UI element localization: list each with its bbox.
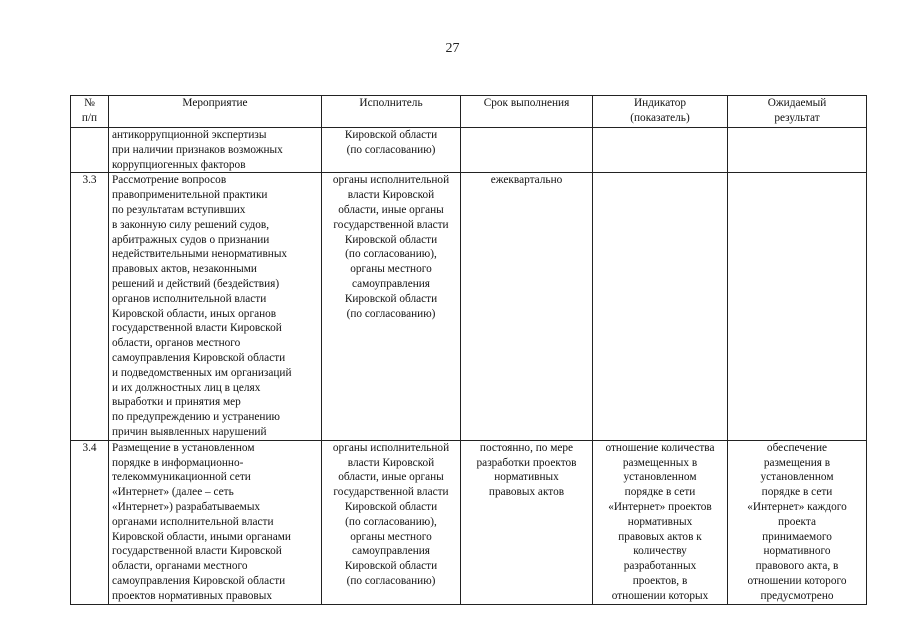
- header-deadline: Срок выполнения: [461, 96, 593, 128]
- row-indicator: [593, 173, 728, 440]
- header-indicator: Индикатор (показатель): [593, 96, 728, 128]
- row-executor: Кировской области (по согласованию): [322, 128, 461, 173]
- header-row: [71, 96, 867, 128]
- row-num: 3.4: [71, 440, 109, 604]
- header-measure: Мероприятие: [109, 96, 322, 128]
- row-executor: органы исполнительной власти Кировской области, иные органы государственной власти Кировской области (по согласованию), органы местного самоуправления Кировской области (по согласованию): [322, 173, 461, 440]
- row-deadline: постоянно, по мере разработки проектов нормативных правовых актов: [461, 440, 593, 604]
- row-result: обеспечение размещения в установленном порядке в сети «Интернет» каждого проекта принимаемого нормативного правового акта, в отношении которого предусмотрено: [728, 440, 867, 604]
- row-num: [71, 128, 109, 173]
- row-result: [728, 128, 867, 173]
- row-measure: Размещение в установленном порядке в информационно- телекоммуникационной сети «Интернет» (далее – сеть «Интернет») разрабатываемых органами исполнительной власти Кировской области, иными органами государственной власти Кировской области, органами местного самоуправления Кировской области проектов нормативных правовых: [109, 440, 322, 604]
- header-num: № п/п: [71, 96, 109, 128]
- row-measure: Рассмотрение вопросов правоприменительной практики по результатам вступивших в законную силу решений судов, арбитражных судов о признании недействительными ненормативных правовых актов, незаконными решений и действий (бездействия) органов исполнительной власти Кировской области, иных органов государственной власти Кировской области, органов местного самоуправления Кировской области и подведомственных им организаций и их должностных лиц в целях выработки и принятия мер по предупреждению и устранению причин выявленных нарушений: [109, 173, 322, 440]
- header-executor: Исполнитель: [322, 96, 461, 128]
- row-num: 3.3: [71, 173, 109, 440]
- row-deadline: ежеквартально: [461, 173, 593, 440]
- row-result: [728, 173, 867, 440]
- row-measure: антикоррупционной экспертизы при наличии признаков возможных коррупциогенных факторов: [109, 128, 322, 173]
- table-row: [71, 173, 867, 440]
- row-executor: органы исполнительной власти Кировской области, иные органы государственной власти Кировской области (по согласованию), органы местного самоуправления Кировской области (по согласованию): [322, 440, 461, 604]
- row-deadline: [461, 128, 593, 173]
- page-number: 27: [445, 41, 460, 56]
- table-row: [71, 128, 867, 173]
- action-plan-table: [70, 95, 867, 605]
- row-indicator: отношение количества размещенных в установленном порядке в сети «Интернет» проектов нормативных правовых актов к количеству разработанных проектов, в отношении которых: [593, 440, 728, 604]
- table-row: [71, 440, 867, 604]
- header-result: Ожидаемый результат: [728, 96, 867, 128]
- row-indicator: [593, 128, 728, 173]
